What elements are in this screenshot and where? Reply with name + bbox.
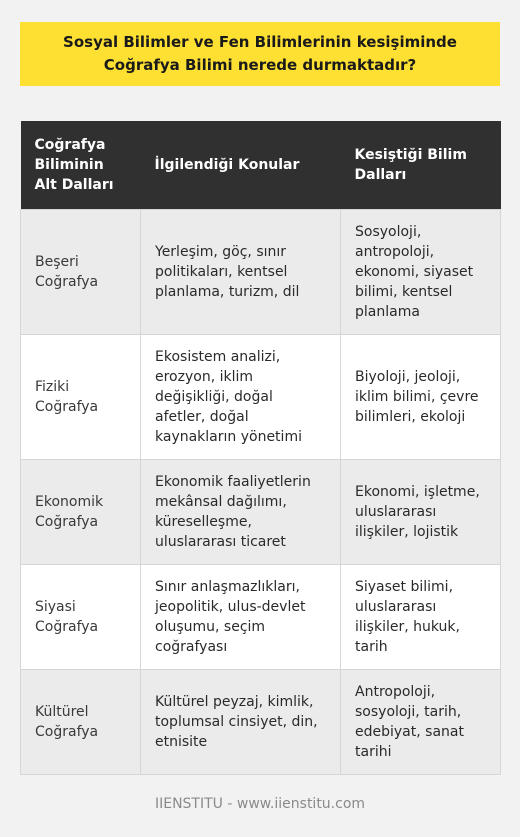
subbranch-cell: Fiziki Coğrafya — [21, 334, 141, 459]
page-title: Sosyal Bilimler ve Fen Bilimlerinin kesişiminde Coğrafya Bilimi nerede durmaktadır? — [20, 22, 500, 86]
table-row — [21, 459, 501, 564]
subbranch-cell: Siyasi Coğrafya — [21, 564, 141, 669]
subbranch-cell: Beşeri Coğrafya — [21, 209, 141, 334]
related-fields-cell: Biyoloji, jeoloji, iklim bilimi, çevre bilimleri, ekoloji — [341, 334, 501, 459]
table-row — [21, 669, 501, 774]
table-header-row — [21, 121, 501, 209]
related-fields-cell: Sosyoloji, antropoloji, ekonomi, siyaset bilimi, kentsel planlama — [341, 209, 501, 334]
table-row — [21, 334, 501, 459]
related-fields-cell: Ekonomi, işletme, uluslararası ilişkiler, lojistik — [341, 459, 501, 564]
related-fields-cell: Siyaset bilimi, uluslararası ilişkiler, hukuk, tarih — [341, 564, 501, 669]
header-related-fields: Kesiştiği Bilim Dalları — [341, 121, 501, 209]
topics-cell: Ekonomik faaliyetlerin mekânsal dağılımı, küreselleşme, uluslararası ticaret — [141, 459, 341, 564]
subbranch-cell: Ekonomik Coğrafya — [21, 459, 141, 564]
header-topics: İlgilendiği Konular — [141, 121, 341, 209]
related-fields-cell: Antropoloji, sosyoloji, tarih, edebiyat, sanat tarihi — [341, 669, 501, 774]
header-subbranches: Coğrafya Biliminin Alt Dalları — [21, 121, 141, 209]
topics-cell: Sınır anlaşmazlıkları, jeopolitik, ulus-devlet oluşumu, seçim coğrafyası — [141, 564, 341, 669]
subbranch-cell: Kültürel Coğrafya — [21, 669, 141, 774]
geography-table — [20, 121, 501, 775]
table-row — [21, 209, 501, 334]
table-row — [21, 564, 501, 669]
topics-cell: Kültürel peyzaj, kimlik, toplumsal cinsiyet, din, etnisite — [141, 669, 341, 774]
footer-credit: IIENSTITU - www.iienstitu.com — [154, 796, 366, 812]
topics-cell: Yerleşim, göç, sınır politikaları, kentsel planlama, turizm, dil — [141, 209, 341, 334]
topics-cell: Ekosistem analizi, erozyon, iklim değişikliği, doğal afetler, doğal kaynakların yönetimi — [141, 334, 341, 459]
